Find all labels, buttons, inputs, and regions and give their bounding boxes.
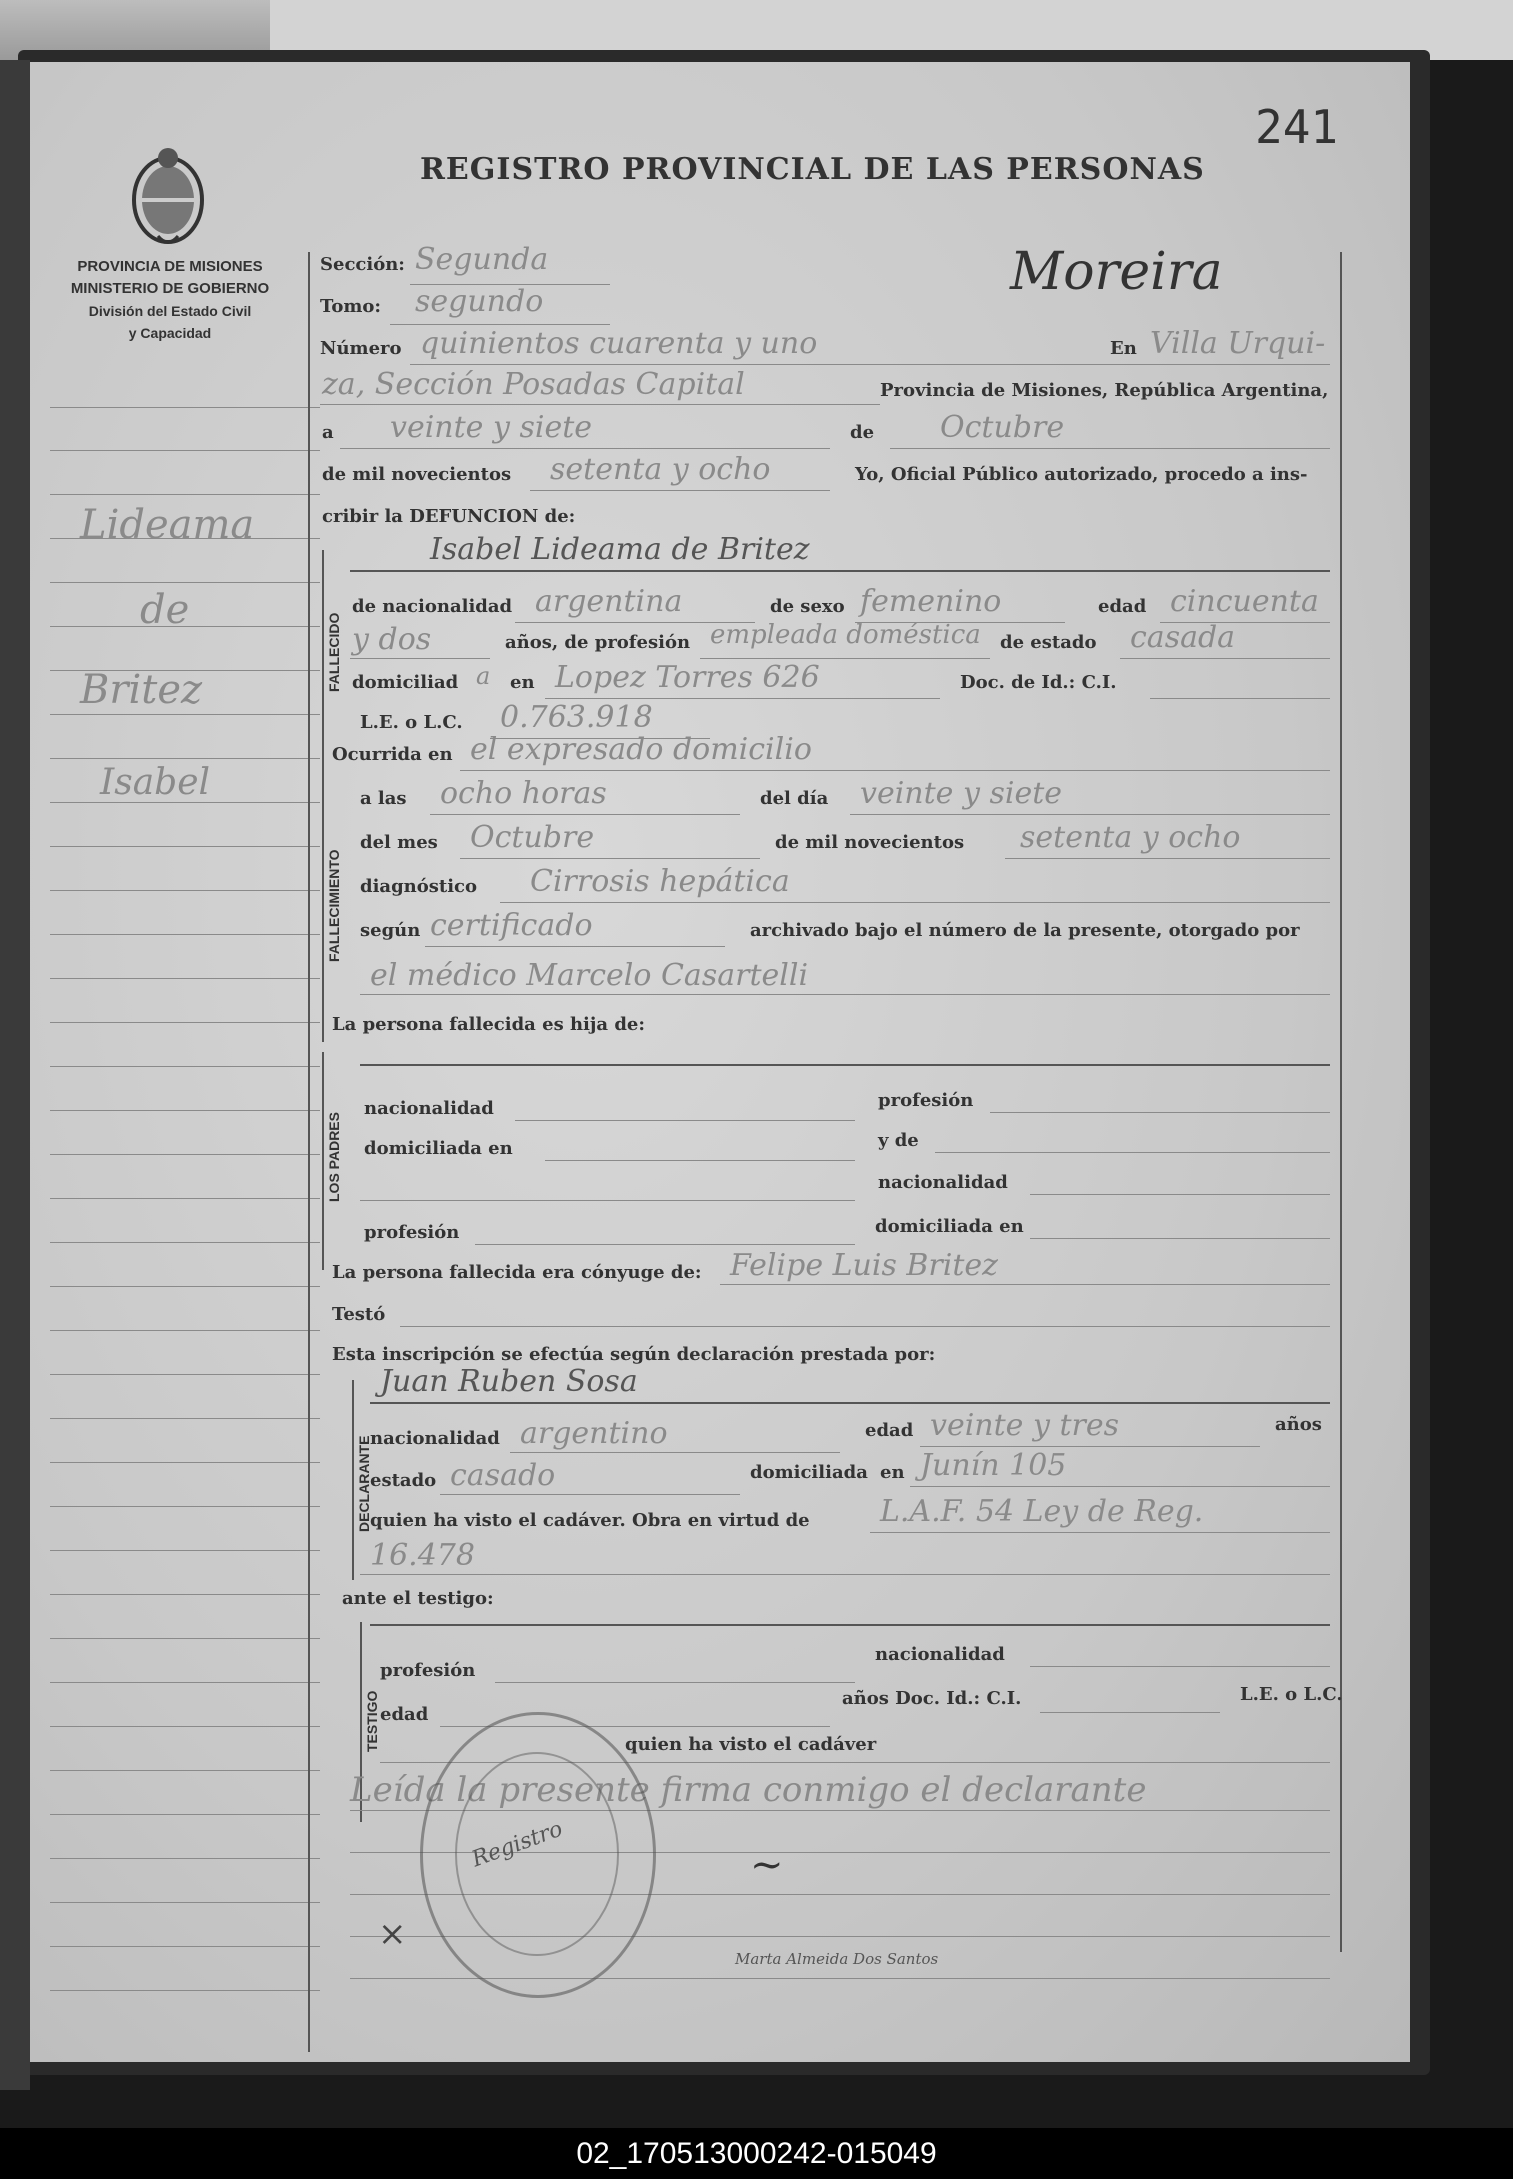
declarante-nombre: Juan Ruben Sosa — [380, 1364, 638, 1399]
del-dia-value: veinte y siete — [860, 776, 1063, 811]
de-value: Octubre — [940, 410, 1065, 445]
coat-of-arms-icon — [128, 140, 208, 250]
a-las-label: a las — [360, 788, 407, 809]
inscribir-text: cribir la DEFUNCION de: — [322, 506, 576, 527]
testigo-visto-label: quien ha visto el cadáver — [625, 1734, 877, 1755]
padres-bracket — [322, 1052, 324, 1270]
numero-label: Número — [320, 338, 402, 359]
domicilio-value: Lopez Torres 626 — [555, 660, 820, 695]
testigo-anos-doc-label: años Doc. Id.: C.I. — [842, 1688, 1022, 1709]
testo-label: Testó — [332, 1304, 386, 1325]
medico-value: el médico Marcelo Casartelli — [370, 958, 809, 993]
mil-label: de mil novecientos — [322, 464, 512, 485]
declarante-obra-value: L.A.F. 54 Ley de Reg. — [880, 1494, 1204, 1529]
segun-value: certificado — [430, 908, 593, 943]
hija-label: La persona fallecida es hija de: — [332, 1014, 646, 1035]
scan-code: 02_170513000242-015049 — [576, 2137, 937, 2170]
sexo-label: de sexo — [770, 596, 845, 617]
declarante-nacionalidad-label: nacionalidad — [370, 1428, 500, 1449]
declarante-side-label: DECLARANTE — [356, 1435, 372, 1532]
mil-value: setenta y ocho — [550, 452, 771, 487]
fallecido-side-label: FALLECIDO — [326, 612, 342, 692]
ministry-line-1: PROVINCIA DE MISIONES — [77, 258, 263, 275]
ministry-line-2: MINISTERIO DE GOBIERNO — [70, 280, 270, 297]
column-divider — [308, 252, 310, 2052]
fallecimiento-bracket — [322, 784, 324, 1042]
official-signature: ~ — [750, 1842, 784, 1888]
declarante-edad-label: edad — [865, 1420, 914, 1441]
tomo-value: segundo — [415, 284, 544, 319]
edad-value-2: y dos — [352, 622, 432, 657]
padres-domiciliada-label: domiciliada en — [364, 1138, 513, 1159]
padres-profesion-label: profesión — [878, 1090, 974, 1111]
declarante-en-label: en — [880, 1462, 905, 1483]
nacionalidad-label: de nacionalidad — [352, 596, 513, 617]
fallecido-nombre: Isabel Lideama de Britez — [430, 532, 810, 567]
stamp-text: Registro — [468, 1816, 567, 1873]
sexo-value: femenino — [860, 584, 1002, 619]
margin-note-line-3: Britez — [80, 667, 203, 713]
en-value: Villa Urqui- — [1150, 326, 1326, 361]
declarante-nacionalidad-value: argentino — [520, 1416, 668, 1451]
oficial-text: Yo, Oficial Público autorizado, procedo a ins- — [855, 464, 1308, 485]
padres-side-label: LOS PADRES — [326, 1112, 342, 1202]
numero-value: quinientos cuarenta y uno — [420, 326, 818, 361]
conyuge-label: La persona fallecida era cónyuge de: — [332, 1262, 702, 1283]
declarante-estado-label: estado — [370, 1470, 437, 1491]
fallecimiento-mil-value: setenta y ocho — [1020, 820, 1241, 855]
seccion-value: Segunda — [415, 242, 549, 277]
diagnostico-value: Cirrosis hepática — [530, 864, 790, 899]
ante-testigo-label: ante el testigo: — [342, 1588, 494, 1609]
lugar-value: za, Sección Posadas Capital — [322, 367, 745, 402]
margin-note-line-1: Lideama — [80, 502, 255, 548]
register-page — [30, 62, 1410, 2062]
edad-label: edad — [1098, 596, 1147, 617]
domicilio-label: domiciliad — [352, 672, 459, 693]
segun-label: según — [360, 920, 421, 941]
padres-nacionalidad2-label: nacionalidad — [878, 1172, 1008, 1193]
conyuge-value: Felipe Luis Britez — [730, 1248, 998, 1283]
a-las-value: ocho horas — [440, 776, 607, 811]
domicilio-en-label: en — [510, 672, 535, 693]
estado-value: casada — [1130, 620, 1236, 655]
diagnostico-label: diagnóstico — [360, 876, 478, 897]
en-label: En — [1110, 338, 1137, 359]
de-label: de — [850, 422, 875, 443]
page-title: REGISTRO PROVINCIAL DE LAS PERSONAS — [420, 152, 1205, 187]
declarante-obra-value-2: 16.478 — [370, 1538, 475, 1573]
declarante-visto-text: quien ha visto el cadáver. Obra en virtud de — [370, 1510, 810, 1531]
testigo-profesion-label: profesión — [380, 1660, 476, 1681]
declarante-anos-label: años — [1275, 1414, 1322, 1435]
fallecido-bracket — [322, 550, 324, 808]
del-dia-label: del día — [760, 788, 829, 809]
domicilio-a: a — [476, 662, 491, 690]
a-label: a — [322, 422, 334, 443]
a-value: veinte y siete — [390, 410, 593, 445]
declarante-intro: Esta inscripción se efectúa según declaración prestada por: — [332, 1344, 936, 1365]
padres-y-de-label: y de — [878, 1130, 919, 1151]
tomo-label: Tomo: — [320, 296, 382, 317]
testigo-side-label: TESTIGO — [364, 1690, 380, 1752]
scan-footer — [0, 2128, 1513, 2179]
declarante-edad-value: veinte y tres — [930, 1408, 1119, 1443]
archivado-text: archivado bajo el número de la presente, otorgado por — [750, 920, 1300, 941]
declarante-domicilio-value: Junín 105 — [920, 1448, 1067, 1483]
declarante-domiciliada-label: domiciliada — [750, 1462, 868, 1483]
ministry-header — [40, 256, 300, 344]
edad-value: cincuenta — [1170, 584, 1319, 619]
fallecimiento-side-label: FALLECIMIENTO — [326, 849, 342, 962]
margin-note-line-2: de — [140, 587, 190, 633]
ministry-line-3: División del Estado Civil — [88, 303, 252, 319]
book-spine — [0, 60, 30, 2090]
provincia-text: Provincia de Misiones, República Argentina, — [880, 380, 1329, 401]
le-value: 0.763.918 — [500, 700, 653, 735]
del-mes-value: Octubre — [470, 820, 595, 855]
ministry-line-4: y Capacidad — [128, 325, 212, 341]
registrar-signature-top: Moreira — [1010, 242, 1223, 302]
margin-note-line-4: Isabel — [100, 762, 211, 803]
testigo-edad-label: edad — [380, 1704, 429, 1725]
padres-profesion2-label: profesión — [364, 1222, 460, 1243]
ocurrida-label: Ocurrida en — [332, 744, 453, 765]
padres-nacionalidad-label: nacionalidad — [364, 1098, 494, 1119]
ocurrida-value: el expresado domicilio — [470, 732, 812, 767]
declarante-bracket — [352, 1380, 354, 1580]
testigo-nota: Leída la presente firma conmigo el declarante — [350, 1770, 1147, 1810]
seccion-label: Sección: — [320, 254, 405, 275]
testigo-le-label: L.E. o L.C. — [1240, 1684, 1343, 1705]
declarante-cross-mark: × — [378, 1914, 407, 1954]
doc-id-label: Doc. de Id.: C.I. — [960, 672, 1117, 693]
del-mes-label: del mes — [360, 832, 438, 853]
padres-domiciliada2-label: domiciliada en — [875, 1216, 1024, 1237]
official-name: Marta Almeida Dos Santos — [735, 1950, 939, 1968]
anos-profesion-label: años, de profesión — [505, 632, 691, 653]
testigo-nacionalidad-label: nacionalidad — [875, 1644, 1005, 1665]
nacionalidad-value: argentina — [535, 584, 683, 619]
estado-label: de estado — [1000, 632, 1097, 653]
page-number: 241 — [1255, 100, 1339, 154]
fallecimiento-mil-label: de mil novecientos — [775, 832, 965, 853]
declarante-estado-value: casado — [450, 1458, 556, 1493]
le-label: L.E. o L.C. — [360, 712, 463, 733]
profesion-value: empleada doméstica — [710, 620, 981, 650]
